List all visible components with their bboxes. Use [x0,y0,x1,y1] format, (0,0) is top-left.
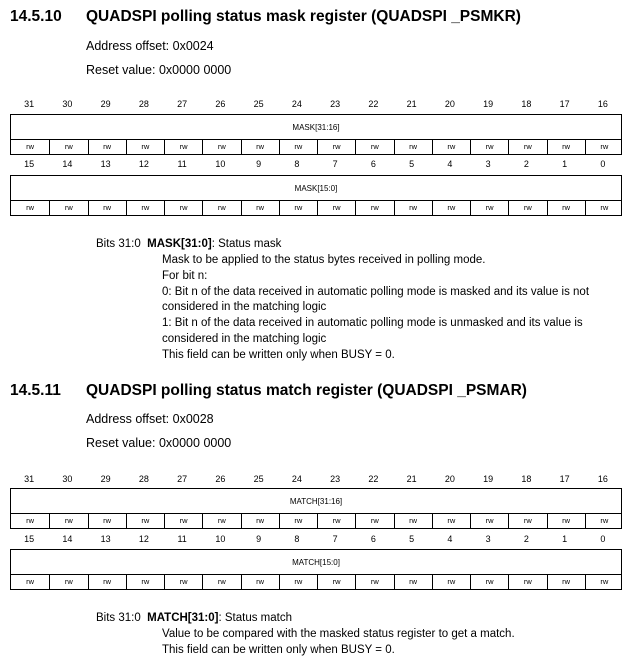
register-field-high [10,488,622,514]
description-line: This field can be written only when BUSY = 0. [162,348,395,361]
bit-number: 24 [291,474,302,484]
bit-number: 19 [483,474,494,484]
access-cell: rw [88,140,126,154]
bit-number: 29 [100,474,111,484]
bit-number: 18 [521,474,532,484]
bit-number: 9 [256,159,262,169]
description-line: Mask to be applied to the status bytes received in polling mode. [162,254,486,266]
bits-range: Bits 31:0 [96,238,141,250]
field-label: MASK[15:0] [294,183,338,193]
access-cell: rw [508,201,546,215]
access-cell: rw [585,201,623,215]
bit-number: 6 [370,534,376,544]
register-field-high [10,114,622,140]
bit-number: 30 [62,474,73,484]
access-cell: rw [26,577,35,586]
access-cell: rw [49,201,87,215]
bit-number: 5 [409,159,415,169]
access-cell: rw [547,140,585,154]
access-cell: rw [547,575,585,589]
section-number: 14.5.11 [10,382,61,399]
access-cell: rw [355,201,393,215]
bit-number: 10 [215,159,226,169]
bit-number: 22 [368,99,379,109]
description-line: Value to be compared with the masked status register to get a match. [162,628,515,640]
access-cell: rw [202,140,240,154]
access-cell: rw [394,514,432,528]
description-line: 1: Bit n of the data received in automatic polling mode is unmasked and its value is [162,317,583,330]
access-cell: rw [126,575,164,589]
bit-number: 3 [485,534,491,544]
bit-numbers-high [10,474,622,488]
bit-number: 13 [100,159,111,169]
bit-number: 4 [447,534,453,544]
access-cell: rw [202,575,240,589]
bit-number: 31 [24,474,35,484]
bit-number: 4 [447,159,453,169]
access-cell: rw [585,575,623,589]
access-cell: rw [26,203,35,212]
access-cell: rw [126,140,164,154]
section-heading-psmkr [10,8,521,26]
bit-number: 22 [368,474,379,484]
field-summary: : Status match [218,612,292,624]
bit-number: 18 [521,99,532,109]
access-cell: rw [49,575,87,589]
bit-number: 11 [177,159,187,169]
bit-numbers-low [10,534,622,548]
access-cell: rw [164,514,202,528]
access-cell: rw [470,514,508,528]
bit-number: 12 [138,159,149,169]
access-cell: rw [241,514,279,528]
bit-number: 26 [215,99,226,109]
bit-number: 7 [332,534,338,544]
bit-number: 28 [138,474,149,484]
bit-number: 24 [291,99,302,109]
description-line: 0: Bit n of the data received in automatic polling mode is masked and its value is not [162,285,590,298]
register-field-low [10,549,622,575]
access-row-low [10,201,622,216]
bit-number: 17 [559,474,570,484]
access-cell: rw [49,514,87,528]
access-cell: rw [164,201,202,215]
access-cell: rw [279,201,317,215]
bit-description-header [96,612,292,624]
access-cell: rw [88,514,126,528]
access-cell: rw [317,575,355,589]
access-cell: rw [202,514,240,528]
access-cell: rw [585,514,623,528]
bit-description-header [96,238,281,250]
bit-number: 13 [100,534,111,544]
bit-number: 14 [62,159,73,169]
bit-number: 2 [523,159,529,169]
access-cell: rw [26,516,35,525]
access-cell: rw [470,201,508,215]
access-row-high [10,514,622,529]
description-line: For bit n: [162,269,208,282]
bit-number: 31 [24,99,35,109]
bit-number: 20 [444,474,455,484]
field-summary: : Status mask [211,238,282,250]
access-cell: rw [88,575,126,589]
access-cell: rw [508,514,546,528]
access-cell: rw [241,140,279,154]
access-cell: rw [164,140,202,154]
bit-number: 21 [406,474,417,484]
bit-number: 17 [559,99,570,109]
access-cell: rw [394,575,432,589]
access-cell: rw [164,575,202,589]
reset-value: Reset value: 0x0000 0000 [86,63,232,77]
bit-number: 11 [177,534,187,544]
access-cell: rw [355,140,393,154]
bit-number: 30 [62,99,73,109]
bit-number: 23 [330,474,341,484]
description-line: This field can be written only when BUSY = 0. [162,643,395,656]
bit-number: 26 [215,474,226,484]
access-cell: rw [241,575,279,589]
access-cell: rw [547,201,585,215]
access-cell: rw [279,514,317,528]
bit-number: 8 [294,159,300,169]
access-cell: rw [355,514,393,528]
access-cell: rw [26,142,35,151]
section-number: 14.5.10 [10,8,62,25]
bit-number: 14 [62,534,73,544]
bit-number: 27 [177,474,188,484]
access-cell: rw [317,514,355,528]
field-label: MATCH[31:16] [289,496,343,506]
bit-number: 21 [406,99,417,109]
access-cell: rw [241,201,279,215]
access-cell: rw [279,140,317,154]
bit-number: 0 [600,534,606,544]
access-cell: rw [394,140,432,154]
access-cell: rw [585,140,623,154]
bit-number: 29 [100,99,111,109]
bit-number: 7 [332,159,338,169]
access-cell: rw [432,140,470,154]
reset-value: Reset value: 0x0000 0000 [86,436,232,450]
bit-number: 1 [562,159,568,169]
access-cell: rw [355,575,393,589]
bit-number: 23 [330,99,341,109]
bit-number: 9 [256,534,262,544]
address-offset: Address offset: 0x0024 [86,39,214,53]
description-line: considered in the matching logic [162,301,327,314]
access-cell: rw [317,201,355,215]
section-title: QUADSPI polling status mask register (QUADSPI _PSMKR) [86,8,521,25]
bit-number: 20 [444,99,455,109]
bit-number: 10 [215,534,226,544]
access-cell: rw [202,201,240,215]
field-label: MATCH[15:0] [292,557,340,567]
address-offset: Address offset: 0x0028 [86,412,214,426]
field-label: MASK[31:16] [292,122,340,132]
access-cell: rw [126,201,164,215]
bit-number: 25 [253,99,264,109]
field-name: MASK[31:0] [147,238,212,250]
field-name: MATCH[31:0] [147,612,219,624]
bit-number: 15 [24,534,35,544]
access-cell: rw [279,575,317,589]
access-cell: rw [470,575,508,589]
access-cell: rw [547,514,585,528]
bit-number: 25 [253,474,264,484]
access-cell: rw [508,140,546,154]
access-row-low [10,575,622,590]
access-cell: rw [317,140,355,154]
bit-number: 19 [483,99,494,109]
description-line: considered in the matching logic [162,333,327,345]
bit-number: 6 [370,159,376,169]
bit-number: 16 [597,474,608,484]
access-row-high [10,140,622,155]
access-cell: rw [470,140,508,154]
bit-number: 28 [138,99,149,109]
bit-number: 2 [523,534,529,544]
section-title: QUADSPI polling status match register (QUADSPI _PSMAR) [86,382,527,399]
bit-number: 3 [485,159,491,169]
register-field-low [10,175,622,201]
access-cell: rw [88,201,126,215]
bit-number: 12 [138,534,149,544]
access-cell: rw [508,575,546,589]
bit-number: 1 [562,534,568,544]
bit-number: 27 [177,99,188,109]
bits-range: Bits 31:0 [96,612,141,624]
bit-numbers-low [10,159,622,173]
bit-numbers-high [10,99,622,113]
section-heading-psmar [10,382,527,400]
bit-number: 8 [294,534,300,544]
bit-number: 0 [600,159,606,169]
bit-number: 16 [597,99,608,109]
bit-number: 5 [409,534,415,544]
access-cell: rw [49,140,87,154]
access-cell: rw [432,201,470,215]
access-cell: rw [394,201,432,215]
bit-number: 15 [24,159,35,169]
access-cell: rw [432,514,470,528]
access-cell: rw [432,575,470,589]
access-cell: rw [126,514,164,528]
